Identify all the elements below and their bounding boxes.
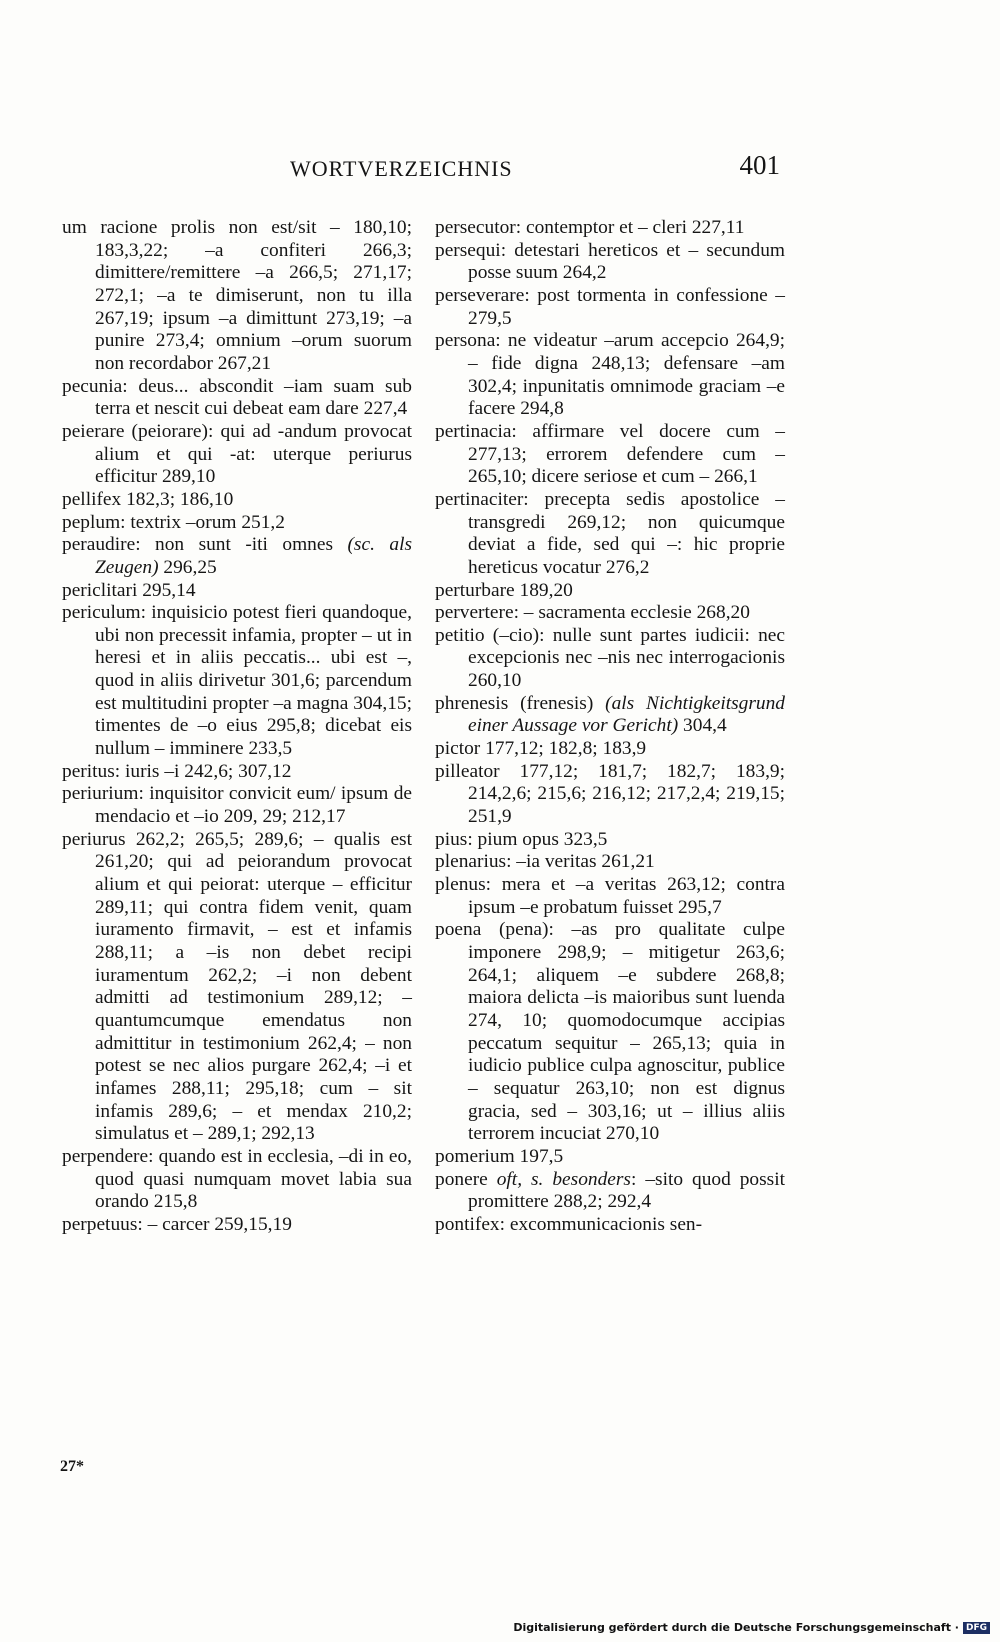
index-entry: pius: pium opus 323,5 xyxy=(435,828,608,850)
right-column xyxy=(435,217,785,1237)
page-header xyxy=(60,150,780,190)
index-entry: pertinaciter: precepta sedis apostolice – transgredi 269,12; non quicumque deviat a fide, sed qui –: hic proprie hereticus vocatur 276,2 xyxy=(435,488,785,578)
footer xyxy=(513,1621,990,1634)
index-entry: pecunia: deus... abscondit –iam suam sub terra et nescit cui debeat eam dare 227,4 xyxy=(62,375,412,420)
left-column xyxy=(62,217,412,1237)
index-entry: persequi: detestari hereticos et – secundum posse suum 264,2 xyxy=(435,239,785,284)
index-entry: ponere oft, s. besonders: –sito quod possit promittere 288,2; 292,4 xyxy=(435,1168,785,1213)
index-entry: perpendere: quando est in ecclesia, –di in eo, quod quasi numquam movet labia sua orando 215,8 xyxy=(62,1145,412,1213)
dfg-logo: DFG xyxy=(963,1622,990,1634)
index-entry: peraudire: non sunt -iti omnes (sc. als Zeugen) 296,25 xyxy=(62,534,412,578)
signature-mark: 27* xyxy=(60,1458,84,1475)
index-entry: persecutor: contemptor et – cleri 227,11 xyxy=(435,217,745,238)
index-entry: pictor 177,12; 182,8; 183,9 xyxy=(435,738,647,760)
index-entry: periculum: inquisicio potest fieri quandoque, ubi non precessit infamia, propter – ut in heresi et in aliis peccatis... ubi est –, quod in aliis dirivetur 301,6; parcendum est multitudini propter –a magna 304,15; timentes de –o eius 295,8; dicebat eis nullum – imminere 233,5 xyxy=(62,602,412,760)
index-entry: plenus: mera et –a veritas 263,12; contra ipsum –e probatum fuisset 295,7 xyxy=(435,874,785,918)
index-entry: pontifex: excommunicacionis sen- xyxy=(435,1213,703,1235)
index-entry: perseverare: post tormenta in confessione – 279,5 xyxy=(435,284,785,329)
index-entry: um racione prolis non est/sit – 180,10; 183,3,22; –a confiteri 266,3; dimittere/remittere –a 266,5; 271,17; 272,1; –a te dimiserunt, non tu illa 267,19; ipsum –a dimittunt 273,19; –a punire 273,4; omnium –orum suorum non recordabor 267,21 xyxy=(62,217,412,374)
index-entry: phrenesis (frenesis) (als Nichtigkeitsgrund einer Aussage vor Gericht) 304,4 xyxy=(435,692,785,737)
page-number: 401 xyxy=(739,150,780,180)
index-entry: peierare (peiorare): qui ad -andum provocat alium et qui -at: uterque periurus efficitur 289,10 xyxy=(62,420,412,488)
index-entry: poena (pena): –as pro qualitate culpe imponere 298,9; – mitigetur 263,6; 264,1; aliquem –e subdere 268,8; maiora delicta –is maioribus sunt luenda 274, 10; quomodocumque accipias peccatum sequitur – 265,13; quia in iudicio publice culpa agnoscitur, publice – sequatur 263,10; non est dignus gracia, sed – 303,16; ut – illius aliis terrorem incuciat 270,10 xyxy=(435,919,785,1145)
index-entry: peritus: iuris –i 242,6; 307,12 xyxy=(62,760,292,782)
index-entry: perturbare 189,20 xyxy=(435,579,573,601)
index-entry: periclitari 295,14 xyxy=(62,579,196,601)
index-entry: petitio (–cio): nulle sunt partes iudicii: nec excepcionis nec –nis nec interrogacionis 260,10 xyxy=(435,624,785,692)
running-head: WORTVERZEICHNIS xyxy=(290,156,513,181)
index-entry: plenarius: –ia veritas 261,21 xyxy=(435,851,655,873)
index-entry: pertinacia: affirmare vel docere cum – 277,13; errorem defendere cum – 265,10; dicere seriose et cum – 266,1 xyxy=(435,420,785,488)
index-entry: pellifex 182,3; 186,10 xyxy=(62,488,234,510)
index-entry: pervertere: – sacramenta ecclesie 268,20 xyxy=(435,602,750,624)
index-entry: pomerium 197,5 xyxy=(435,1145,564,1167)
index-entry: peplum: textrix –orum 251,2 xyxy=(62,511,285,533)
index-entry: periurus 262,2; 265,5; 289,6; – qualis est 261,20; qui ad peiorandum provocat alium et qui peiorat: uterque – efficitur 289,11; qui contra fidem venit, quam iuramento firmavit, – est et infamis 288,11; a –is non debet recipi iuramentum 262,2; –i non debent admitti ad testimonium 289,12; – quantumcumque emendatus non admittitur in testimonium 262,4; – non potest se nec alios purgare 262,4; –i et infames 288,11; 295,18; cum – sit infamis 289,6; – et mendax 210,2; simulatus et – 289,1; 292,13 xyxy=(62,828,412,1145)
index-entry: pilleator 177,12; 181,7; 182,7; 183,9; 214,2,6; 215,6; 216,12; 217,2,4; 219,15; 251,9 xyxy=(435,760,785,828)
index-entry: perpetuus: – carcer 259,15,19 xyxy=(62,1213,292,1235)
index-entry: persona: ne videatur –arum accepcio 264,9; – fide digna 248,13; defensare –am 302,4; inpunitatis omnimode graciam –e facere 294,8 xyxy=(435,330,785,420)
footer-credit: Digitalisierung gefördert durch die Deutsche Forschungsgemeinschaft · xyxy=(513,1621,959,1634)
index-entry: periurium: inquisitor convicit eum/ ipsum de mendacio et –io 209, 29; 212,17 xyxy=(62,783,412,828)
